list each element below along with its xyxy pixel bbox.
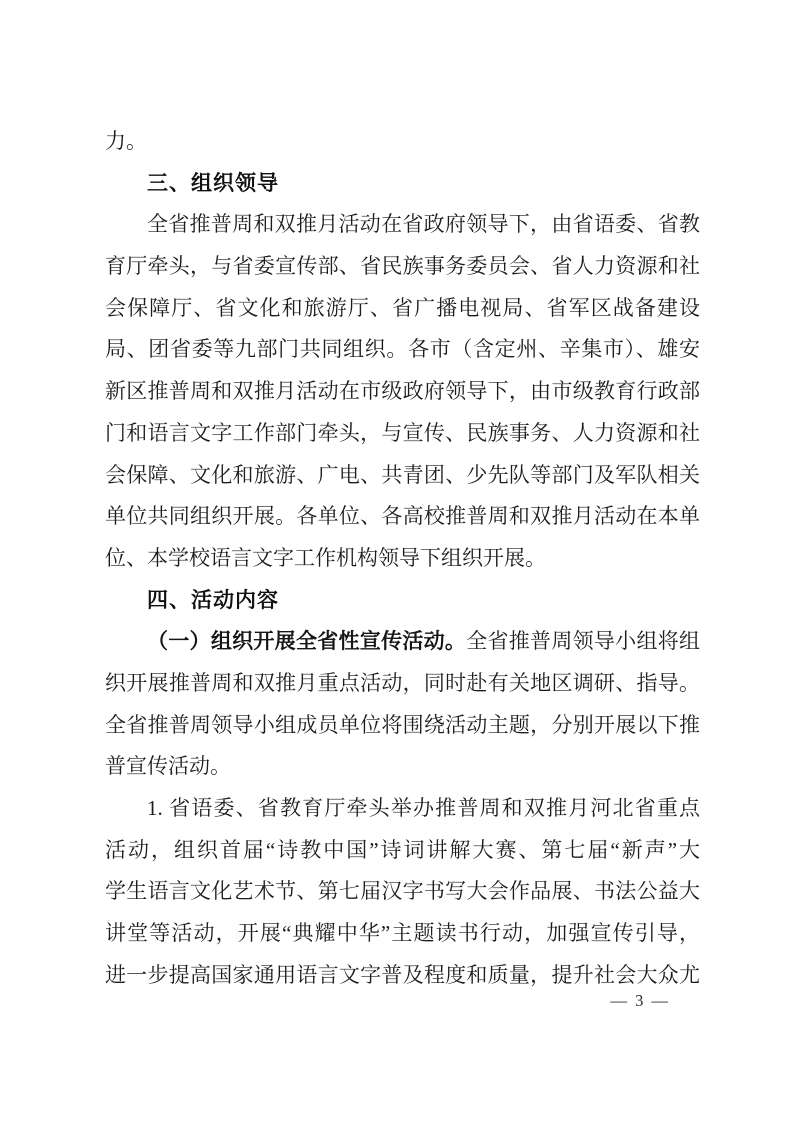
text-segment-body: 活动，组织首届“诗教中国”诗词讲解大赛、第七届“新声”大 [105, 837, 700, 862]
text-line [105, 413, 700, 455]
text-segment-body: 会保障厅、省文化和旅游厅、省广播电视局、省军区战备建设 [105, 295, 700, 320]
text-line [105, 621, 700, 663]
text-line [105, 246, 700, 288]
text-line [105, 580, 700, 622]
text-line [105, 538, 700, 580]
text-line [105, 663, 700, 705]
text-line [105, 371, 700, 413]
text-segment-body: 位、本学校语言文字工作机构领导下组织开展。 [105, 545, 546, 570]
text-line [105, 788, 700, 830]
text-segment-body: 单位共同组织开展。各单位、各高校推普周和双推月活动在本单 [105, 504, 700, 529]
text-segment-body: 力。 [105, 129, 147, 153]
text-line [105, 455, 700, 497]
text-segment-body: 学生语言文化艺术节、第七届汉字书写大会作品展、书法公益大 [105, 879, 700, 904]
text-line [105, 204, 700, 246]
text-segment-body: 全省推普周领导小组成员单位将围绕活动主题，分别开展以下推 [105, 712, 700, 737]
text-line [105, 329, 700, 371]
text-line [105, 705, 700, 747]
text-segment-heading: 三、组织领导 [147, 171, 279, 195]
text-line [105, 830, 700, 872]
text-line [105, 871, 700, 913]
text-line [105, 496, 700, 538]
text-segment-body: 讲堂等活动，开展“典耀中华”主题读书行动，加强宣传引导， [105, 921, 700, 946]
text-block [105, 121, 700, 996]
text-segment-body: 门和语言文字工作部门牵头，与宣传、民族事务、人力资源和社 [105, 420, 700, 445]
text-segment-body: 普宣传活动。 [105, 754, 231, 779]
text-segment-body: 全省推普周领导小组将组 [466, 629, 700, 654]
text-segment-heading: 四、活动内容 [147, 588, 279, 612]
text-segment-subheading: （一）组织开展全省性宣传活动。 [147, 629, 467, 654]
text-line [105, 163, 700, 205]
text-segment-body: 全省推普周和双推月活动在省政府领导下，由省语委、省教 [147, 212, 700, 237]
text-line [105, 746, 700, 788]
text-line [105, 913, 700, 955]
text-segment-body: 会保障、文化和旅游、广电、共青团、少先队等部门及军队相关 [105, 462, 700, 487]
text-segment-body: 织开展推普周和双推月重点活动，同时赴有关地区调研、指导。 [105, 670, 700, 695]
text-line [105, 121, 700, 163]
text-segment-body: 新区推普周和双推月活动在市级政府领导下，由市级教育行政部 [105, 379, 700, 404]
text-segment-body: 进一步提高国家通用语言文字普及程度和质量，提升社会大众尤 [105, 962, 700, 987]
text-segment-body: 育厅牵头，与省委宣传部、省民族事务委员会、省人力资源和社 [105, 254, 700, 279]
text-segment-body: 局、团省委等九部门共同组织。各市（含定州、辛集市）、雄安 [105, 337, 700, 362]
page-number: — 3 — [610, 991, 670, 1010]
text-segment-body: 1. 省语委、省教育厅牵头举办推普周和双推月河北省重点 [147, 796, 700, 820]
text-line [105, 288, 700, 330]
